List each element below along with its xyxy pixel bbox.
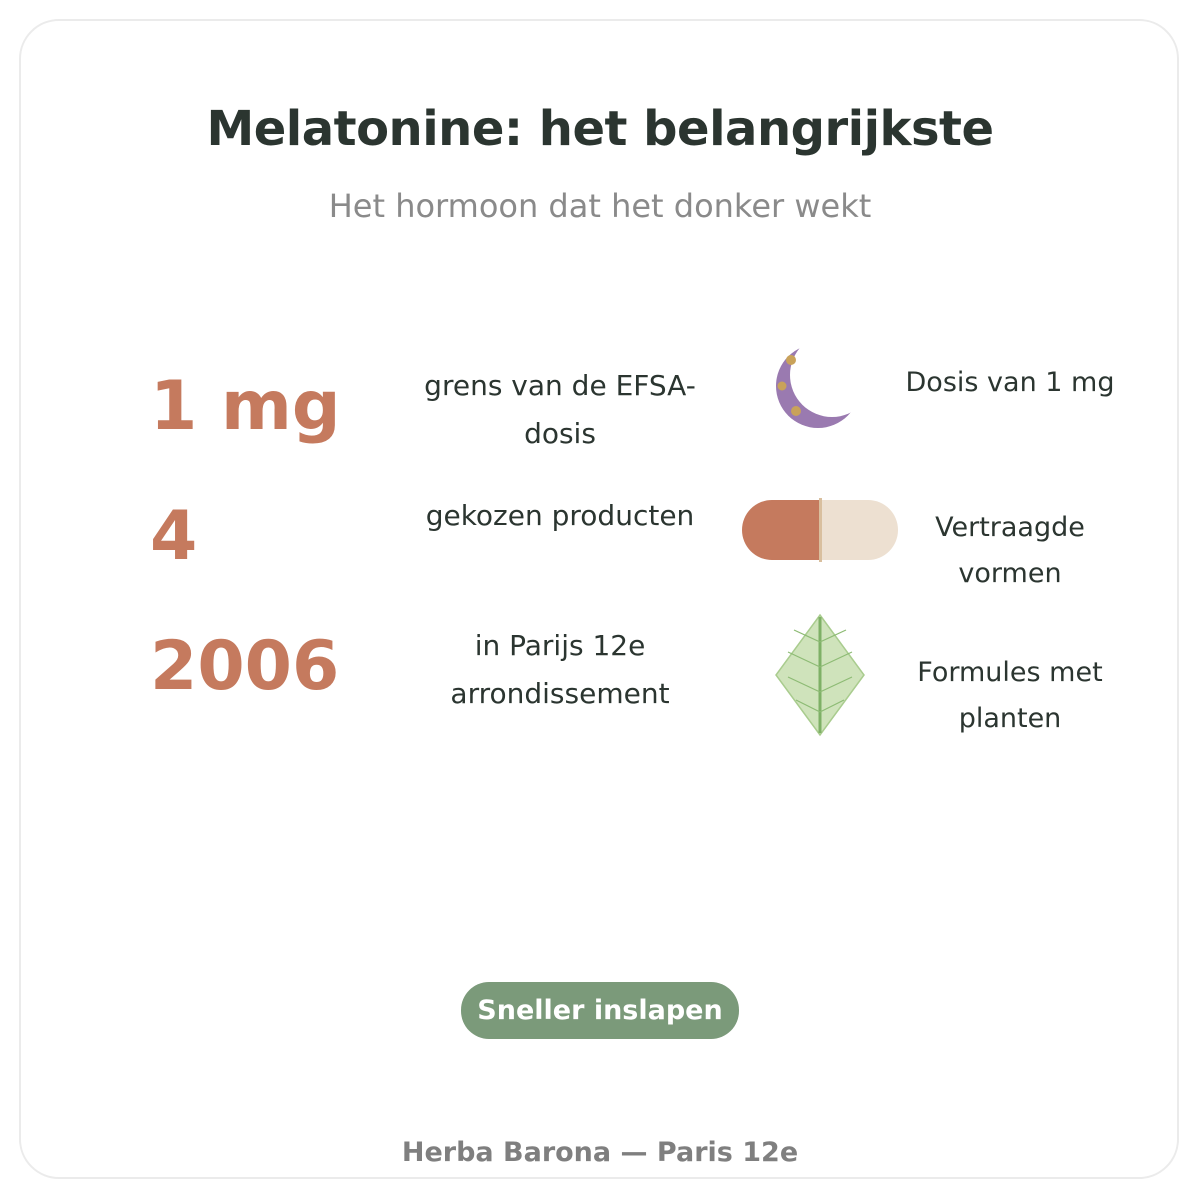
stat-description-products: gekozen producten (425, 499, 695, 532)
stat-value-year: 2006 (150, 627, 340, 706)
capsule-icon (740, 498, 900, 562)
cta-button[interactable]: Sneller inslapen (461, 982, 739, 1039)
page-title: Melatonine: het belangrijkste (206, 101, 994, 157)
footer-brand: Herba Barona — Paris 12e (401, 1137, 799, 1168)
feature-label-plants: Formules met planten (917, 657, 1103, 734)
stat-value-products: 4 (150, 497, 198, 576)
stat-description-dose: grens van de EFSA-dosis (424, 369, 696, 450)
stat-value-dose: 1 mg (150, 367, 341, 446)
page-subtitle: Het hormoon dat het donker wekt (328, 187, 872, 225)
crescent-moon-icon (770, 338, 870, 438)
feature-label-delayed: Vertraagde vormen (935, 512, 1085, 589)
leaf-icon (774, 612, 866, 738)
stat-description-year: in Parijs 12e arrondissement (450, 629, 670, 710)
feature-label-dose: Dosis van 1 mg (905, 367, 1115, 398)
